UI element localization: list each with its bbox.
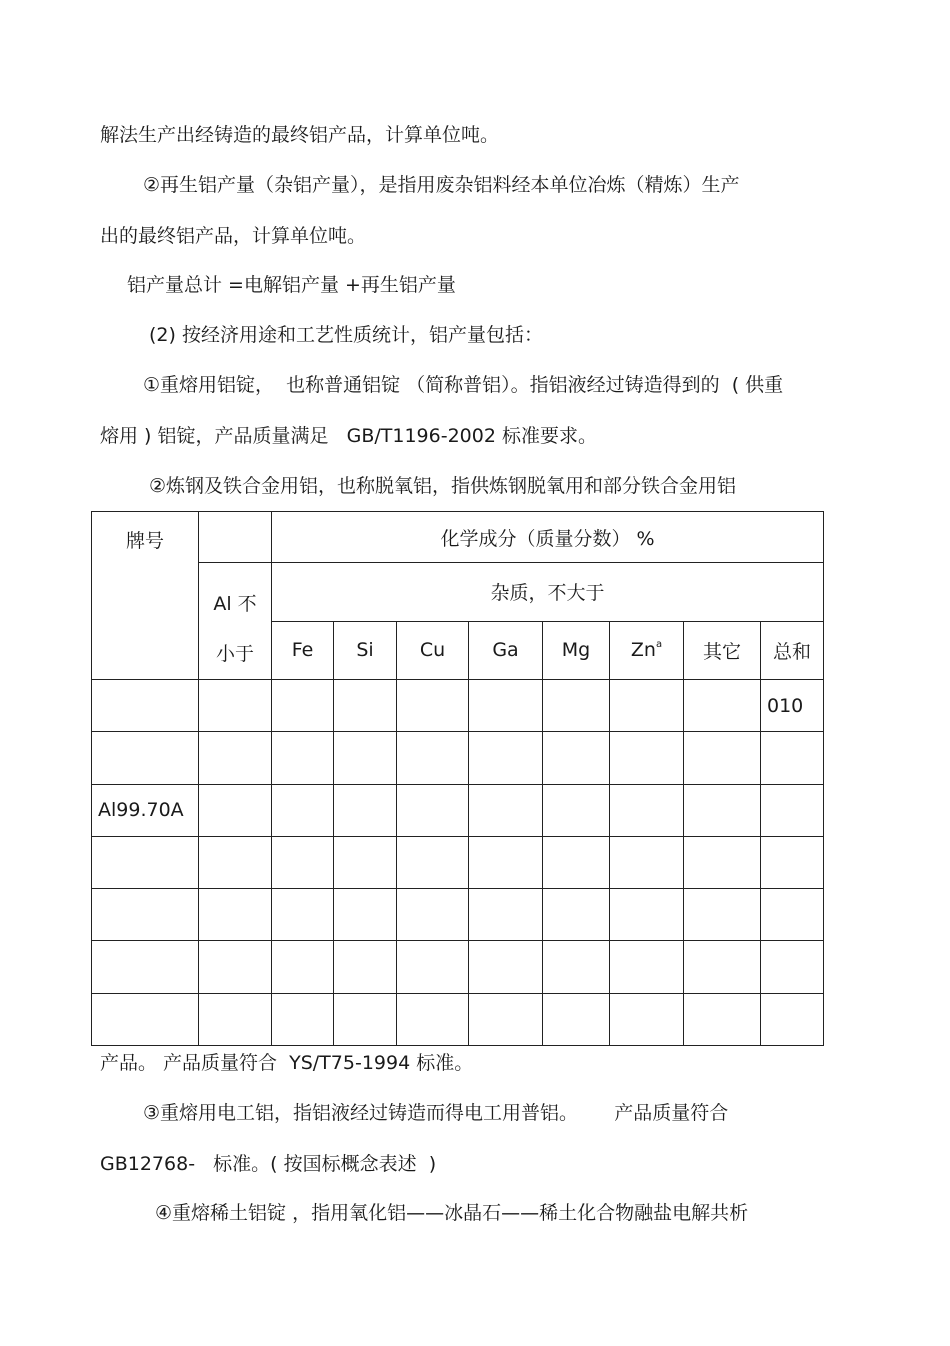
table-cell <box>92 993 199 1045</box>
impurity-header: 杂质，不大于 <box>272 563 824 622</box>
paragraph-line: ②再生铝产量（杂铝产量），是指用废杂铝料经本单位冶炼（精炼）生产 <box>143 174 740 196</box>
table-cell <box>469 784 543 836</box>
table-cell <box>684 993 761 1045</box>
table-cell <box>761 836 824 888</box>
table-cell <box>610 941 684 993</box>
table-cell: 010 <box>761 680 824 732</box>
table-cell <box>272 941 334 993</box>
table-cell <box>610 784 684 836</box>
header-cell <box>199 512 272 563</box>
table-cell <box>761 889 824 941</box>
paragraph-line: 产品。 产品质量符合 YS/T75-1994 标准。 <box>100 1052 474 1074</box>
table-cell <box>92 680 199 732</box>
table-cell <box>334 993 397 1045</box>
element-header-total: 总和 <box>761 621 824 680</box>
paragraph-line: 解法生产出经铸造的最终铝产品，计算单位吨。 <box>100 124 500 146</box>
table-cell <box>761 784 824 836</box>
table-cell <box>199 784 272 836</box>
table-row <box>92 680 824 732</box>
table-cell <box>199 732 272 784</box>
table-cell <box>397 941 469 993</box>
table-cell <box>543 941 610 993</box>
paragraph-line: ②炼钢及铁合金用铝，也称脱氧铝，指供炼钢脱氧用和部分铁合金用铝 <box>149 475 737 497</box>
chem-composition-header: 化学成分（质量分数） % <box>272 512 824 563</box>
al-min-header-line2: 小于 <box>215 643 254 665</box>
table-cell <box>397 889 469 941</box>
table-cell <box>397 732 469 784</box>
chemical-composition-table <box>91 511 824 1046</box>
element-header-other: 其它 <box>684 621 761 680</box>
table-cell <box>543 836 610 888</box>
table-cell <box>334 732 397 784</box>
table-cell <box>543 680 610 732</box>
table-cell <box>272 784 334 836</box>
table-cell <box>684 941 761 993</box>
zn-footnote-mark: a <box>655 639 663 651</box>
paragraph-line: GB12768- 标准。( 按国标概念表述 ) <box>100 1153 437 1175</box>
table-row <box>92 784 824 836</box>
table-cell <box>543 993 610 1045</box>
paragraph-line: 出的最终铝产品，计算单位吨。 <box>100 225 367 247</box>
paragraph-line: ①重熔用铝锭， 也称普通铝锭 （简称普铝）。指铝液经过铸造得到的 ( 供重 <box>143 374 784 396</box>
table-cell <box>543 732 610 784</box>
table-cell <box>543 889 610 941</box>
table-cell <box>610 680 684 732</box>
element-header-ga: Ga <box>469 621 543 680</box>
paragraph-line: ③重熔用电工铝，指铝液经过铸造而得电工用普铝。 产品质量符合 <box>143 1102 729 1124</box>
table-cell <box>272 993 334 1045</box>
table-cell <box>272 680 334 732</box>
table-cell <box>334 941 397 993</box>
element-header-cu: Cu <box>397 621 469 680</box>
table-cell <box>272 836 334 888</box>
table-cell <box>272 732 334 784</box>
table-row <box>92 993 824 1045</box>
table-cell <box>199 941 272 993</box>
table-cell <box>199 680 272 732</box>
table-cell <box>92 941 199 993</box>
element-header-mg: Mg <box>543 621 610 680</box>
al-min-header-line1: Al 不 <box>213 593 257 615</box>
table-cell <box>397 993 469 1045</box>
table-cell <box>684 889 761 941</box>
table-cell <box>199 889 272 941</box>
table-cell <box>397 836 469 888</box>
table-cell <box>334 784 397 836</box>
table-cell <box>334 836 397 888</box>
table-row <box>92 941 824 993</box>
table-cell <box>684 680 761 732</box>
element-header-fe: Fe <box>272 621 334 680</box>
table-cell <box>761 941 824 993</box>
formula-line: 铝产量总计 =电解铝产量 +再生铝产量 <box>127 274 456 296</box>
table-cell <box>92 889 199 941</box>
table-cell <box>397 784 469 836</box>
table-cell <box>397 680 469 732</box>
table-cell <box>761 732 824 784</box>
table-cell <box>684 836 761 888</box>
table-cell <box>469 993 543 1045</box>
table-cell <box>272 889 334 941</box>
table-cell <box>469 889 543 941</box>
table-row <box>92 836 824 888</box>
table-cell <box>92 836 199 888</box>
table-cell: Al99.70A <box>92 784 199 836</box>
table-cell <box>92 732 199 784</box>
table-cell <box>199 836 272 888</box>
table-row <box>92 889 824 941</box>
paragraph-line: 熔用 ) 铝锭，产品质量满足 GB/T1196-2002 标准要求。 <box>100 425 597 447</box>
table-cell <box>199 993 272 1045</box>
paragraph-line: ④重熔稀土铝锭 ，指用氧化铝——冰晶石——稀土化合物融盐电解共析 <box>155 1202 749 1224</box>
element-header-si: Si <box>334 621 397 680</box>
grade-header: 牌号 <box>92 512 199 680</box>
zn-label: Zn <box>630 639 656 662</box>
table-cell <box>610 732 684 784</box>
table-cell <box>469 836 543 888</box>
table-cell <box>334 680 397 732</box>
table-cell <box>684 732 761 784</box>
table-cell <box>469 732 543 784</box>
table-cell <box>610 889 684 941</box>
table-cell <box>469 941 543 993</box>
table-cell <box>543 784 610 836</box>
element-header-zn <box>610 621 684 680</box>
table-cell <box>761 993 824 1045</box>
table-cell <box>469 680 543 732</box>
table-cell <box>610 836 684 888</box>
table-row <box>92 732 824 784</box>
section-heading: (2) 按经济用途和工艺性质统计，铝产量包括： <box>149 324 543 346</box>
table-cell <box>610 993 684 1045</box>
table-cell <box>684 784 761 836</box>
table-cell <box>334 889 397 941</box>
al-min-header <box>199 563 272 680</box>
